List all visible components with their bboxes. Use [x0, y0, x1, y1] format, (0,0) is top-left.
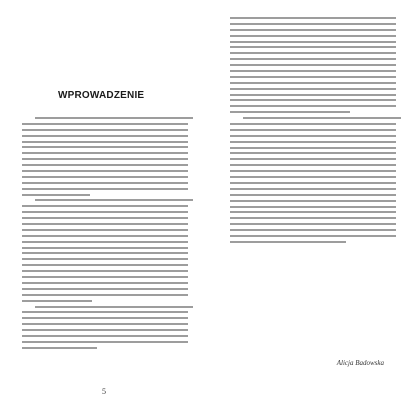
text-line [22, 152, 188, 154]
author-signature: Alicja Badowska [336, 359, 384, 367]
text-line [22, 323, 188, 325]
page-number: 5 [102, 387, 106, 396]
text-line [22, 341, 188, 343]
text-line [22, 347, 97, 349]
text-line [230, 176, 396, 178]
paragraph-continuation [230, 17, 396, 113]
text-line [22, 217, 188, 219]
text-line [22, 329, 188, 331]
text-line [230, 164, 396, 166]
left-body-text [22, 117, 188, 353]
text-line [230, 147, 396, 149]
text-line [230, 111, 350, 113]
text-line [230, 64, 396, 66]
text-line [22, 135, 188, 137]
text-line [230, 211, 396, 213]
text-line [22, 317, 188, 319]
text-line [22, 264, 188, 266]
text-line [22, 182, 188, 184]
text-line [22, 276, 188, 278]
text-line [230, 217, 396, 219]
text-line [230, 135, 396, 137]
text-line [22, 188, 188, 190]
text-line [35, 117, 193, 119]
text-line [230, 123, 396, 125]
text-line [230, 82, 396, 84]
text-line [22, 176, 188, 178]
text-line [230, 46, 396, 48]
text-line [230, 241, 346, 243]
text-line [22, 129, 188, 131]
text-line [230, 58, 396, 60]
text-line [22, 270, 188, 272]
paragraph-third [22, 306, 188, 349]
text-line [230, 41, 396, 43]
text-line [22, 158, 188, 160]
text-line [230, 17, 396, 19]
text-line [230, 223, 396, 225]
text-line [22, 282, 188, 284]
text-line [230, 70, 396, 72]
text-line [230, 105, 396, 107]
text-line [22, 252, 188, 254]
text-line [22, 311, 188, 313]
text-line [22, 235, 188, 237]
text-line [22, 229, 188, 231]
text-line [230, 129, 396, 131]
text-line [230, 158, 396, 160]
text-line [243, 117, 401, 119]
text-line [230, 35, 396, 37]
text-line [230, 170, 396, 172]
text-line [22, 241, 188, 243]
text-line [22, 194, 90, 196]
text-line [22, 146, 188, 148]
text-line [230, 200, 396, 202]
text-line [22, 211, 188, 213]
text-line [22, 141, 188, 143]
text-line [22, 123, 188, 125]
text-line [22, 205, 188, 207]
text-line [230, 29, 396, 31]
text-line [22, 294, 188, 296]
text-line [230, 235, 396, 237]
text-line [230, 99, 396, 101]
text-line [22, 335, 188, 337]
text-line [22, 258, 188, 260]
paragraph-second [22, 199, 188, 301]
chapter-heading: WPROWADZENIE [58, 90, 145, 101]
right-body-text [230, 17, 396, 247]
text-line [230, 52, 396, 54]
text-line [22, 247, 188, 249]
text-line [22, 170, 188, 172]
text-line [230, 206, 396, 208]
text-line [230, 88, 396, 90]
text-line [230, 229, 396, 231]
text-line [230, 76, 396, 78]
text-line [230, 194, 396, 196]
text-line [230, 141, 396, 143]
text-line [35, 199, 193, 201]
text-line [230, 23, 396, 25]
text-line [230, 94, 396, 96]
text-line [230, 182, 396, 184]
paragraph-intro [22, 117, 188, 196]
text-line [22, 300, 92, 302]
text-line [22, 164, 188, 166]
text-line [22, 223, 188, 225]
text-line [35, 306, 193, 308]
text-line [230, 188, 396, 190]
right-page [210, 0, 420, 420]
text-line [230, 152, 396, 154]
text-line [22, 288, 188, 290]
paragraph-fourth [230, 117, 396, 243]
